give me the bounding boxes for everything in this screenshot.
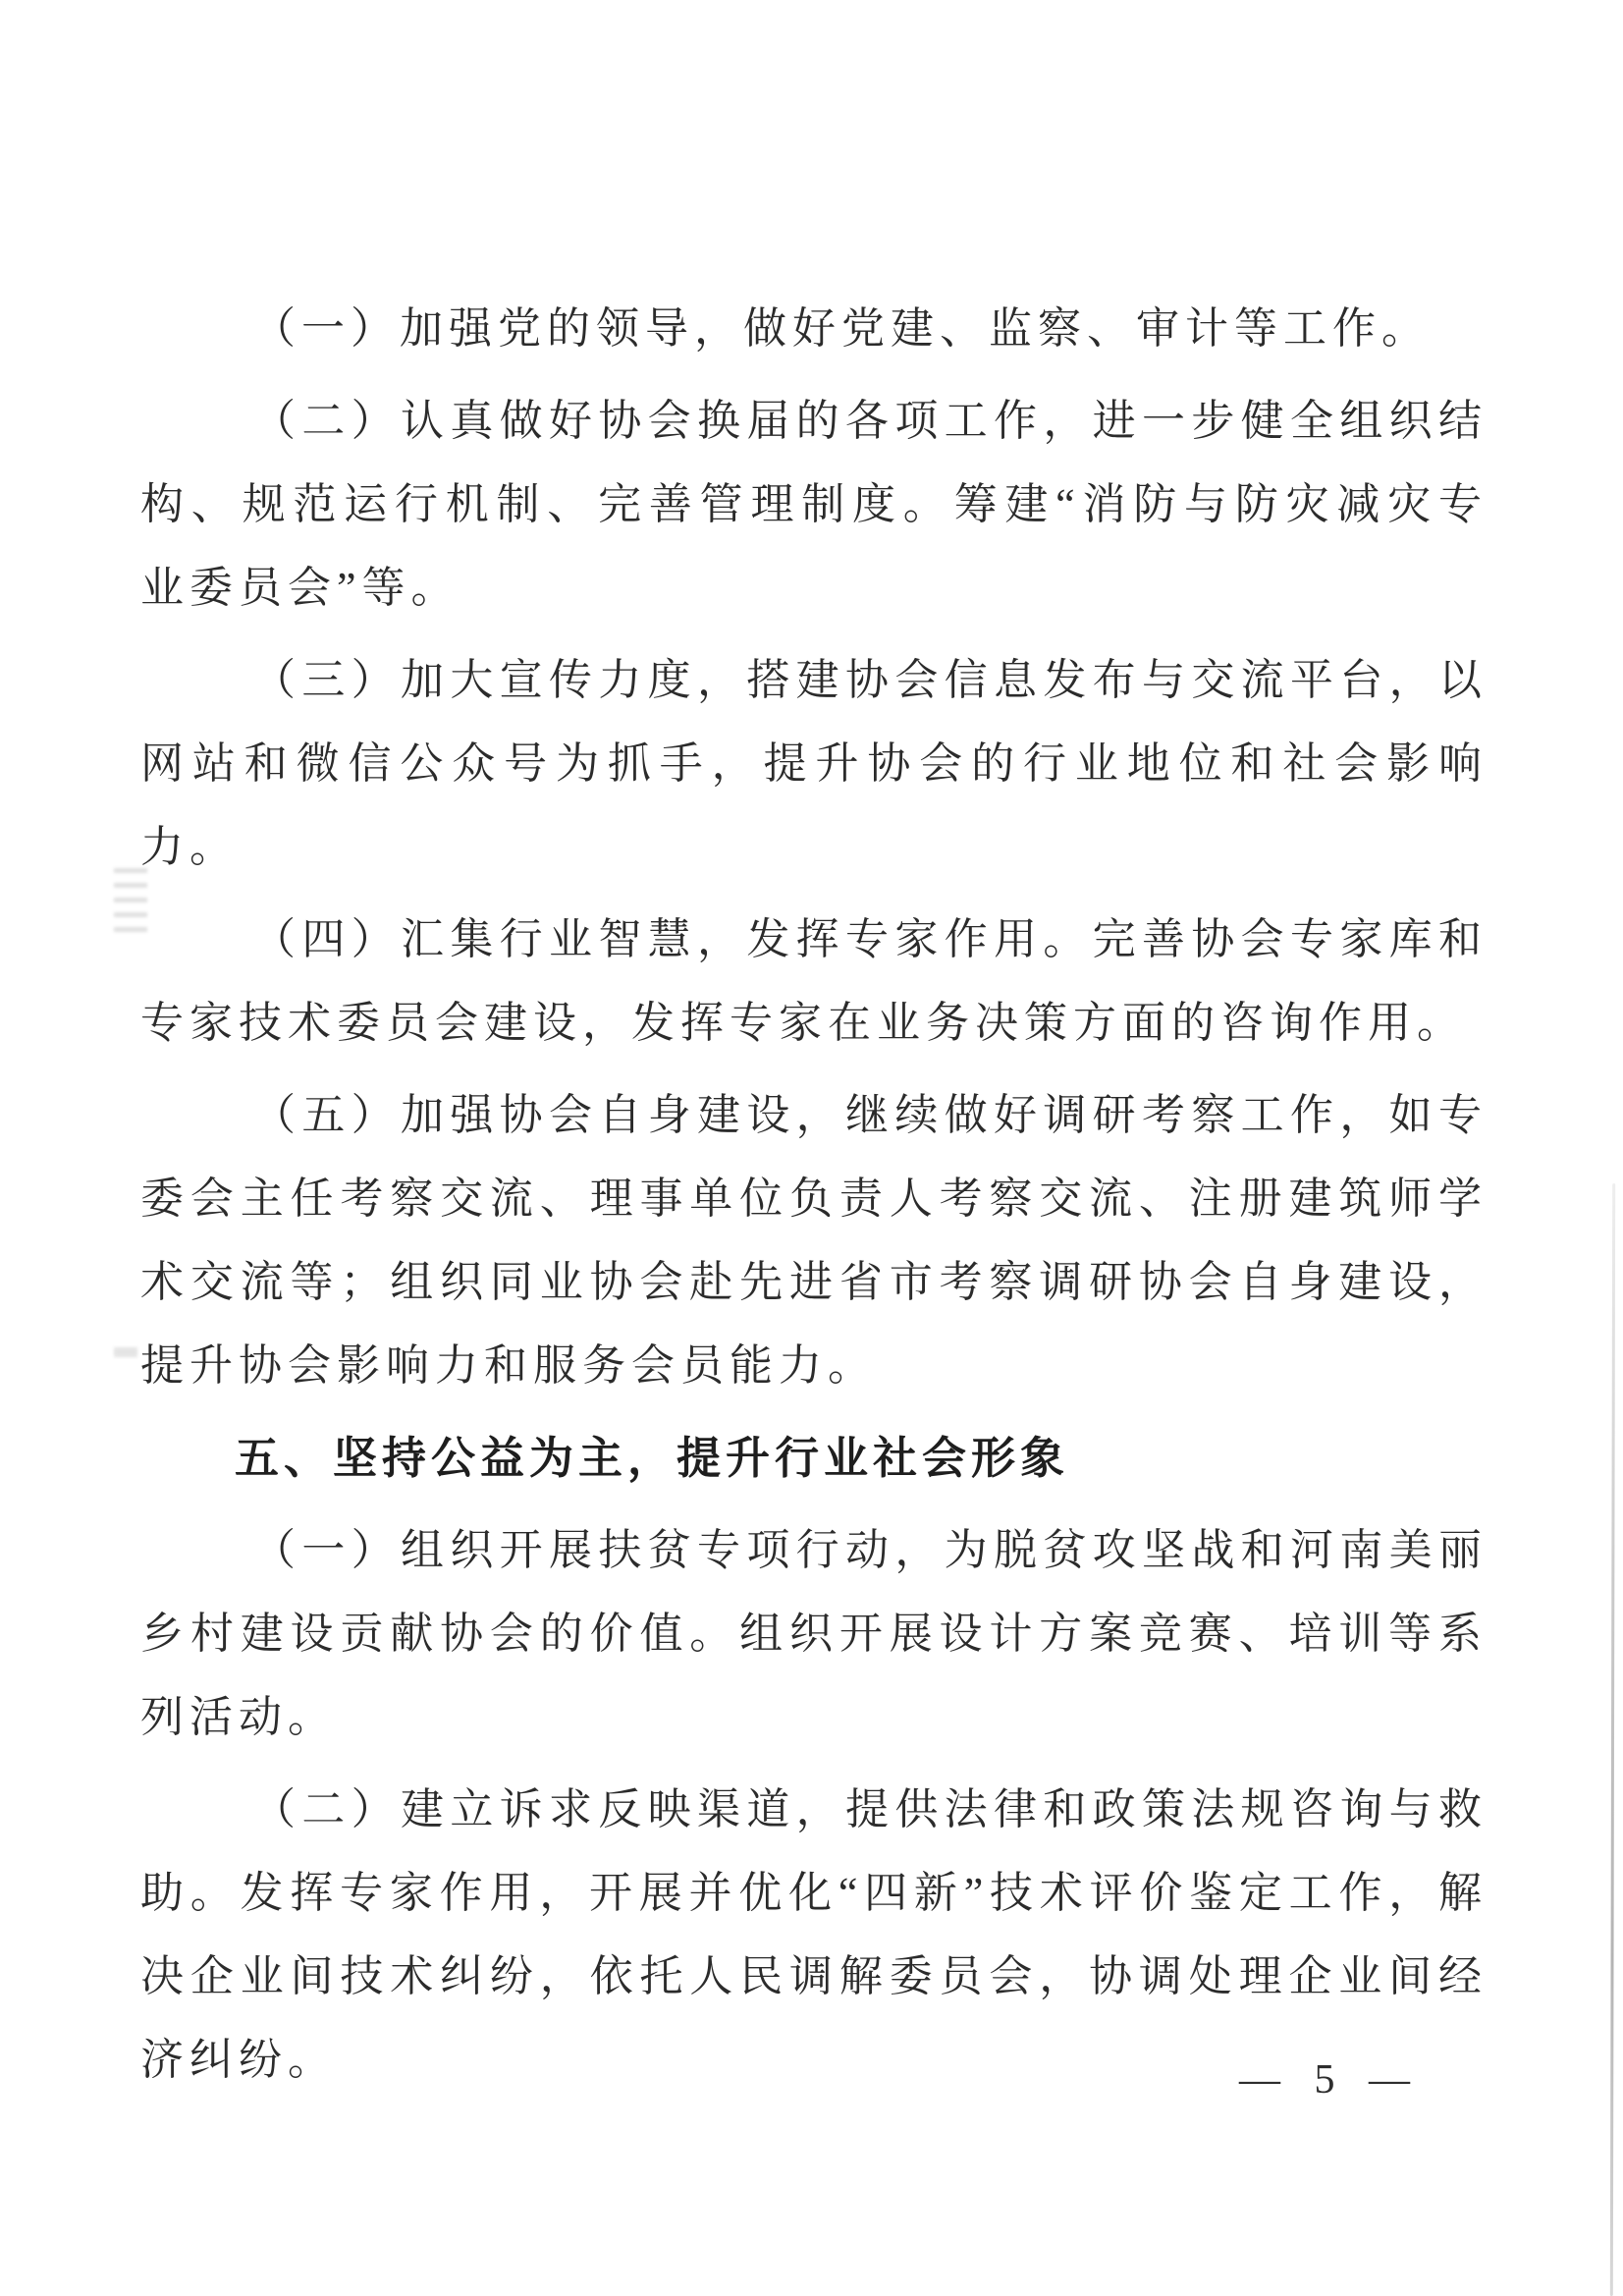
scan-smudge-artifact xyxy=(114,868,147,941)
paragraph-item-3: （三）加大宣传力度，搭建协会信息发布与交流平台，以网站和微信公众号为抓手，提升协会的行业地位和社会影响力。 xyxy=(140,656,1488,871)
scan-paper-edge-artifact xyxy=(1610,1183,1615,2296)
scan-smudge-artifact-small xyxy=(114,1347,137,1357)
paragraph-item-7: （二）建立诉求反映渠道，提供法律和政策法规咨询与救助。发挥专家作用，开展并优化“四新”技术评价鉴定工作，解决企业间技术纠纷，依托人民调解委员会，协调处理企业间经济纠纷。 xyxy=(140,1785,1488,2084)
paragraph-item-4: （四）汇集行业智慧，发挥专家作用。完善协会专家库和专家技术委员会建设，发挥专家在业务决策方面的咨询作用。 xyxy=(140,915,1488,1047)
paragraph-item-5: （五）加强协会自身建设，继续做好调研考察工作，如专委会主任考察交流、理事单位负责人考察交流、注册建筑师学术交流等；组织同业协会赴先进省市考察调研协会自身建设，提升协会影响力和服务会员能力。 xyxy=(140,1091,1488,1390)
paragraph-item-2: （二）认真做好协会换届的各项工作，进一步健全组织结构、规范运行机制、完善管理制度。筹建“消防与防灾减灾专业委员会”等。 xyxy=(140,397,1488,612)
page-number: — 5 — xyxy=(1239,2057,1412,2103)
document-body xyxy=(140,287,1488,2102)
paragraph-item-1: （一）加强党的领导，做好党建、监察、审计等工作。 xyxy=(252,304,1431,353)
paragraph-item-6: （一）组织开展扶贫专项行动，为脱贫攻坚战和河南美丽乡村建设贡献协会的价值。组织开展设计方案竞赛、培训等系列活动。 xyxy=(140,1526,1488,1741)
section-heading: 五、坚持公益为主，提升行业社会形象 xyxy=(235,1433,1070,1483)
